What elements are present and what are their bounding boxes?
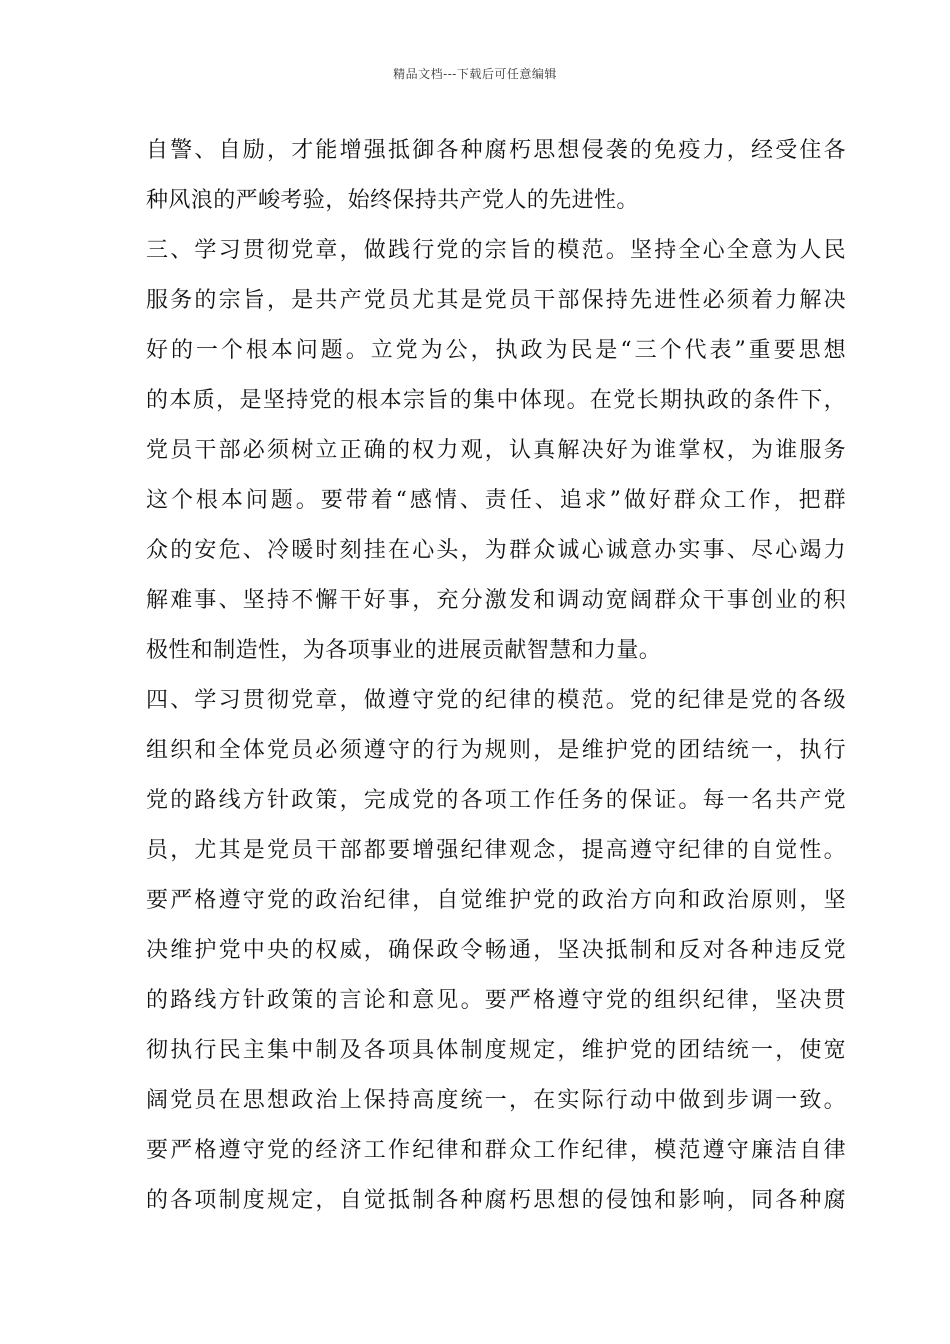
text-line: 三、学习贯彻党章，做践行党的宗旨的模范。坚持全心全意为人民: [146, 238, 846, 263]
text-line: 的各项制度规定，自觉抵制各种腐朽思想的侵蚀和影响，同各种腐: [146, 1188, 846, 1213]
text-line: 决维护党中央的权威，确保政令畅通，坚决抵制和反对各种违反党: [146, 938, 846, 963]
text-line: 服务的宗旨，是共产党员尤其是党员干部保持先进性必须着力解决: [146, 288, 846, 313]
text-line: 种风浪的严峻考验，始终保持共产党人的先进性。: [146, 188, 639, 213]
body-text: [146, 126, 846, 1226]
text-line: 的路线方针政策的言论和意见。要严格遵守党的组织纪律，坚决贯: [146, 988, 846, 1013]
text-line: 党员干部必须树立正确的权力观，认真解决好为谁掌权，为谁服务: [146, 438, 846, 463]
text-line: 自警、自励，才能增强抵御各种腐朽思想侵袭的免疫力，经受住各: [146, 138, 846, 163]
text-line: 要严格遵守党的经济工作纪律和群众工作纪律，模范遵守廉洁自律: [146, 1138, 846, 1163]
text-line: 组织和全体党员必须遵守的行为规则，是维护党的团结统一，执行: [146, 738, 846, 763]
text-line: 要严格遵守党的政治纪律，自觉维护党的政治方向和政治原则，坚: [146, 888, 846, 913]
text-line: 党的路线方针政策，完成党的各项工作任务的保证。每一名共产党: [146, 788, 846, 813]
text-line: 好的一个根本问题。立党为公，执政为民是“三个代表”重要思想: [146, 338, 846, 363]
text-line: 这个根本问题。要带着“感情、责任、追求”做好群众工作，把群: [146, 488, 846, 513]
text-line: 四、学习贯彻党章，做遵守党的纪律的模范。党的纪律是党的各级: [146, 688, 846, 713]
page-header: 精品文档---下载后可任意编辑: [393, 67, 557, 81]
text-line: 员，尤其是党员干部都要增强纪律观念，提高遵守纪律的自觉性。: [146, 838, 846, 863]
text-line: 的本质，是坚持党的根本宗旨的集中体现。在党长期执政的条件下，: [146, 388, 846, 413]
text-line: 阔党员在思想政治上保持高度统一，在实际行动中做到步调一致。: [146, 1088, 846, 1113]
text-line: 众的安危、冷暖时刻挂在心头，为群众诚心诚意办实事、尽心竭力: [146, 538, 846, 563]
text-line: 解难事、坚持不懈干好事，充分激发和调动宽阔群众干事创业的积: [146, 588, 846, 613]
text-line: 彻执行民主集中制及各项具体制度规定，维护党的团结统一，使宽: [146, 1038, 846, 1063]
text-line: 极性和制造性，为各项事业的进展贡献智慧和力量。: [146, 638, 662, 663]
